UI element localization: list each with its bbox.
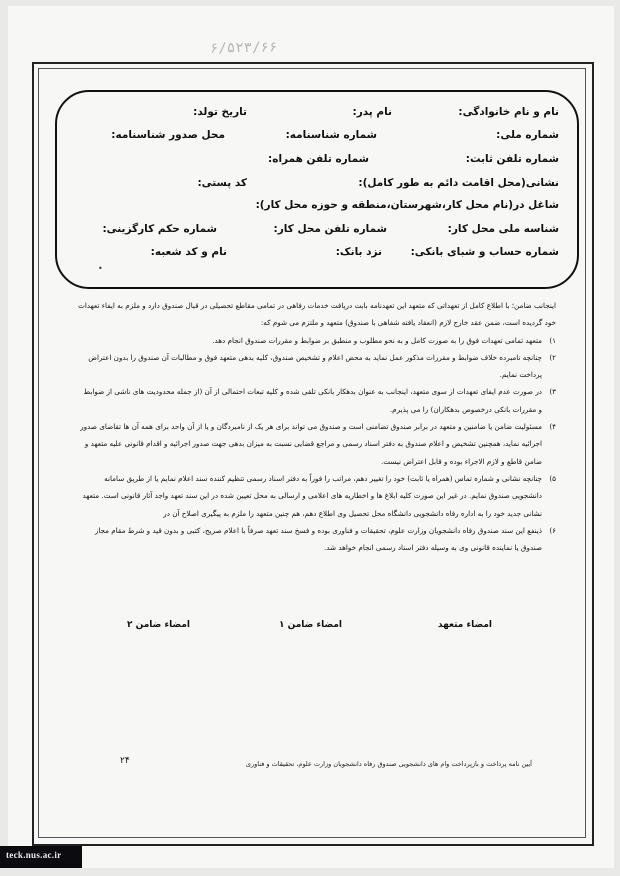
field-work-phone: شماره تلفن محل کار: (273, 223, 387, 235)
signature-guarantor-2: امضاء ضامن ۲ (126, 620, 190, 630)
field-account: شماره حساب و شبای بانکی: (410, 246, 559, 258)
info-row-address (57, 177, 577, 195)
clause-item: ۱) متعهد تمامی تعهدات فوق را به صورت کامل و به نحو مطلوب و منطبق بر ضوابط و مقررات صندوق انجام دهد. (212, 335, 556, 345)
clause-item: ۲) چنانچه نامبرده خلاف ضوابط و مقررات مذکور عمل نماید به محض اعلام و تشخیص صندوق، کلیه بدهی متعهد فوق و مطالبات آن صندوق را بدون اعتراض پرداخت نمایم. (88, 352, 556, 380)
field-work-national-id: شناسه ملی محل کار: (447, 223, 559, 235)
site-logo-text: teck.nus.ac.ir (6, 850, 62, 860)
field-issue-place: محل صدور شناسنامه: (111, 129, 225, 141)
field-branch: نام و کد شعبه: (150, 246, 227, 258)
signature-obligor: امضاء متعهد (437, 620, 492, 630)
clause-item: ۵) چنانچه نشانی و شماره تماس (همراه یا ثابت) خود را تغییر دهم، مراتب را فوراً به دفتر اسناد رسمی تنظیم کننده سند اعلام نمایم یا از طریق سامانه دانشجویی صندوق نمایم. در غیر این صورت کلیه ابلاغ ها و اخطاریه های اعلامی و ارسالی به محل تعیین شده در این سند تعهد واجد آثار قانونی است. متعهد نشانی جدید خود را به اداره رفاه دانشجویی دانشگاه محل تحصیل وی اطلاع دهم، هم چنین متعهد را ملزم به پیگیری اصلاح آن در (82, 473, 556, 518)
field-appointment-number: شماره حکم کارگزینی: (102, 223, 217, 235)
info-row-ids (57, 129, 577, 147)
clause-item: ۴) مسئولیت ضامن یا ضامنین و متعهد در برابر صندوق تضامنی است و صندوق می تواند برای هر یک از نامبردگان و یا از آن واحد برای همه آن ها تقاضای صدور اجرائیه نماید، همچنین تشخیص و اعلام صندوق به دفتر اسناد رسمی و مراجع قضایی نسبت به میزان بدهی جهت صدور اجرائیه و اقدام قانونی علیه متعهد و ضامن قاطع و لازم الاجراء بوده و قابل اعتراض نیست. (80, 422, 556, 466)
info-row-employment (57, 199, 577, 217)
guarantor-clauses (78, 297, 556, 556)
personal-info-box (55, 90, 579, 289)
field-address: نشانی(محل اقامت دائم به طور کامل): (358, 177, 559, 189)
signature-guarantor-1: امضاء ضامن ۱ (278, 620, 342, 630)
info-row-work (57, 223, 577, 241)
bullet-mark: • (98, 264, 103, 273)
signature-row (0, 620, 620, 636)
page-number: ۲۴ (120, 756, 130, 766)
field-birth-date: تاریخ تولد: (193, 106, 247, 118)
footer-regulation-note: آیین نامه پرداخت و بازپرداخت وام های دانشجویی صندوق رفاه دانشجویان وزارت علوم، تحقیقات و فناوری (245, 760, 532, 768)
info-row-phones (57, 153, 577, 171)
intro-paragraph: اینجانب ضامن؛ با اطلاع کامل از تعهداتی که متعهد این تعهدنامه بابت دریافت خدمات رفاهی در تمامی مقاطع تحصیلی در قبال صندوق دارد و ملزم به ایفاء تعهدات خود گردیده است، ضمن عقد خارج لازم (انعقاد یافته شفاهی با صندوق) متعهد و ملتزم می شوم که: (78, 301, 556, 328)
field-full-name: نام و نام خانوادگی: (458, 106, 559, 118)
field-father-name: نام پدر: (352, 106, 392, 118)
field-bank: نزد بانک: (335, 246, 382, 258)
stamp-number: ۶/۵۲۳/۶۶ (209, 39, 278, 57)
field-national-id: شماره ملی: (496, 129, 559, 141)
field-employment: شاغل در(نام محل کار،شهرستان،منطقه و حوزه محل کار): (255, 199, 559, 211)
info-row-name (57, 106, 577, 124)
field-postal-code: کد پستی: (197, 177, 247, 189)
field-mobile: شماره تلفن همراه: (268, 153, 369, 165)
info-row-bank (57, 246, 577, 264)
clause-item: ۶) ذینفع این سند صندوق رفاه دانشجویان وزارت علوم، تحقیقات و فناوری بوده و فسخ سند تعهد صرفاً با اعلام صریح، کتبی و بدون قید و شرط مقام مجاز صندوق یا نماینده قانونی وی به وسیله دفتر اسناد رسمی انجام خواهد شد. (94, 525, 556, 553)
field-landline: شماره تلفن ثابت: (465, 153, 559, 165)
field-id-number: شماره شناسنامه: (285, 129, 377, 141)
clause-item: ۳) در صورت عدم ایفای تعهدات از سوی متعهد، اینجانب به عنوان بدهکار بانکی تلقی شده و کلیه تبعات احتمالی از آن (از جمله محدودیت های ناشی از ضوابط و مقررات بانکی درخصوص بدهکاران) را می پذیرم. (83, 387, 556, 414)
